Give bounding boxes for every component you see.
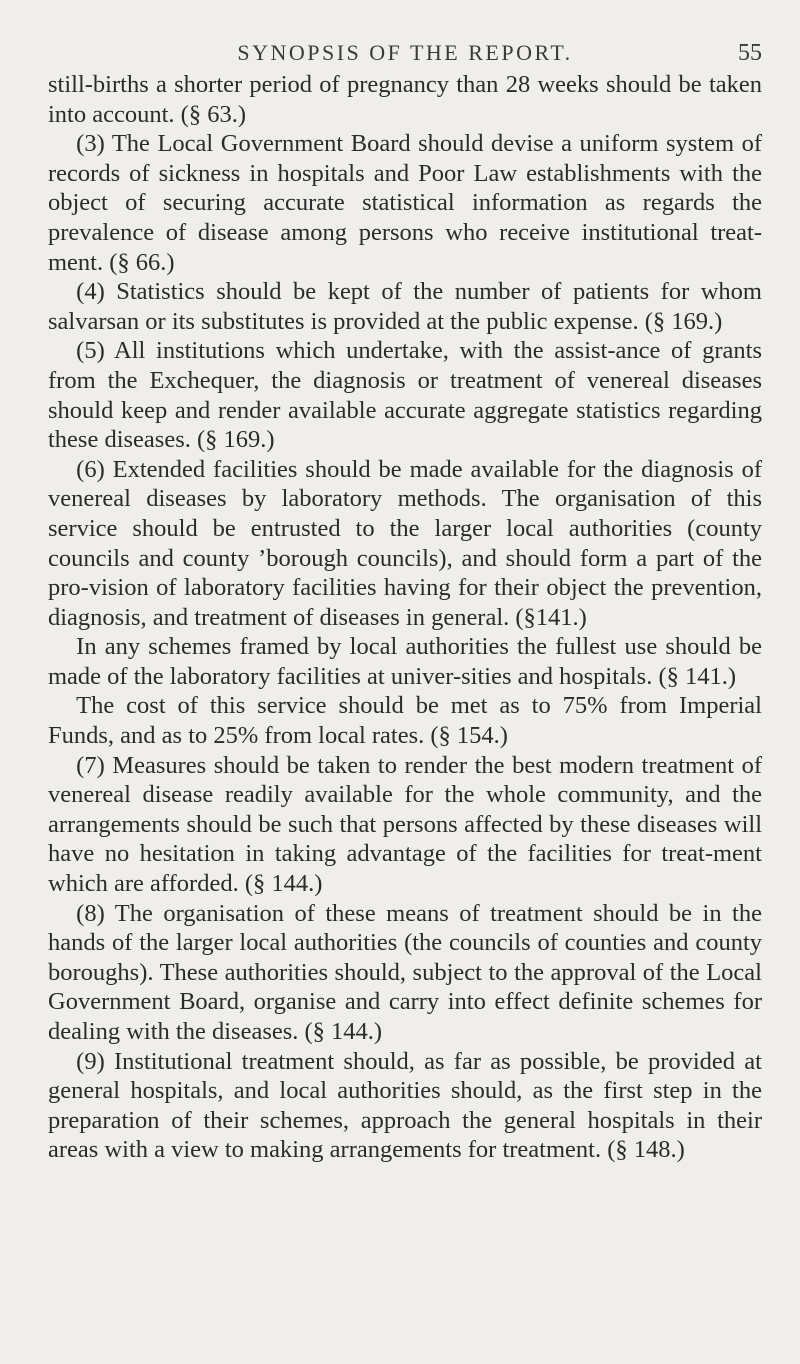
page-number: 55 [738,40,762,66]
paragraph-recommendation-6: (6) Extended facilities should be made available for the diagnosis of venereal diseases by laboratory methods. The organisation of this service should be entrusted to the larger local authorities (county councils and county ’borough councils), and should form a part of the pro-vision of laboratory facilities having for their object the prevention, diagnosis, and treatment of diseases in general. (§141.) [48,455,762,631]
paragraph-recommendation-7: (7) Measures should be taken to render the best modern treatment of venereal disease readily available for the whole community, and the arrangements should be such that persons affected by these diseases will have no hesitation in taking advantage of the facilities for treat-ment which are afforded. (§ 144.) [48,751,762,898]
paragraph-recommendation-4: (4) Statistics should be kept of the number of patients for whom salvarsan or its substitutes is provided at the public expense. (§ 169.) [48,278,762,335]
paragraph-recommendation-9: (9) Institutional treatment should, as far as possible, be provided at general hospitals, and local authorities should, as the first step in the preparation of their schemes, approach the general hospitals in their areas with a view to making arrangements for treatment. (§ 148.) [48,1047,762,1164]
paragraph-recommendation-8: (8) The organisation of these means of treatment should be in the hands of the larger local authorities (the councils of counties and county boroughs). These authorities should, subject to the approval of the Local Government Board, organise and carry into effect definite schemes for dealing with the diseases. (§ 144.) [48,899,762,1045]
body-text [48,70,762,1165]
paragraph-recommendation-5: (5) All institutions which undertake, with the assist-ance of grants from the Exchequer, the diagnosis or treatment of venereal diseases should keep and render available accurate aggregate statistics regarding these diseases. (§ 169.) [48,337,762,454]
paragraph-continuation: still-births a shorter period of pregnancy than 28 weeks should be taken into account. (§ 63.) [48,71,762,128]
paragraph-laboratory-facilities: In any schemes framed by local authorities the fullest use should be made of the laboratory facilities at univer-sities and hospitals. (§ 141.) [48,633,762,690]
running-head [48,0,762,70]
running-title: SYNOPSIS OF THE REPORT. [237,40,573,65]
paragraph-recommendation-3: (3) The Local Government Board should devise a uniform system of records of sickness in hospitals and Poor Law establishments with the object of securing accurate statistical information as regards the prevalence of disease among persons who receive institutional treat-ment. (§ 66.) [48,130,762,276]
paragraph-service-cost: The cost of this service should be met as to 75% from Imperial Funds, and as to 25% from local rates. (§ 154.) [48,692,762,750]
